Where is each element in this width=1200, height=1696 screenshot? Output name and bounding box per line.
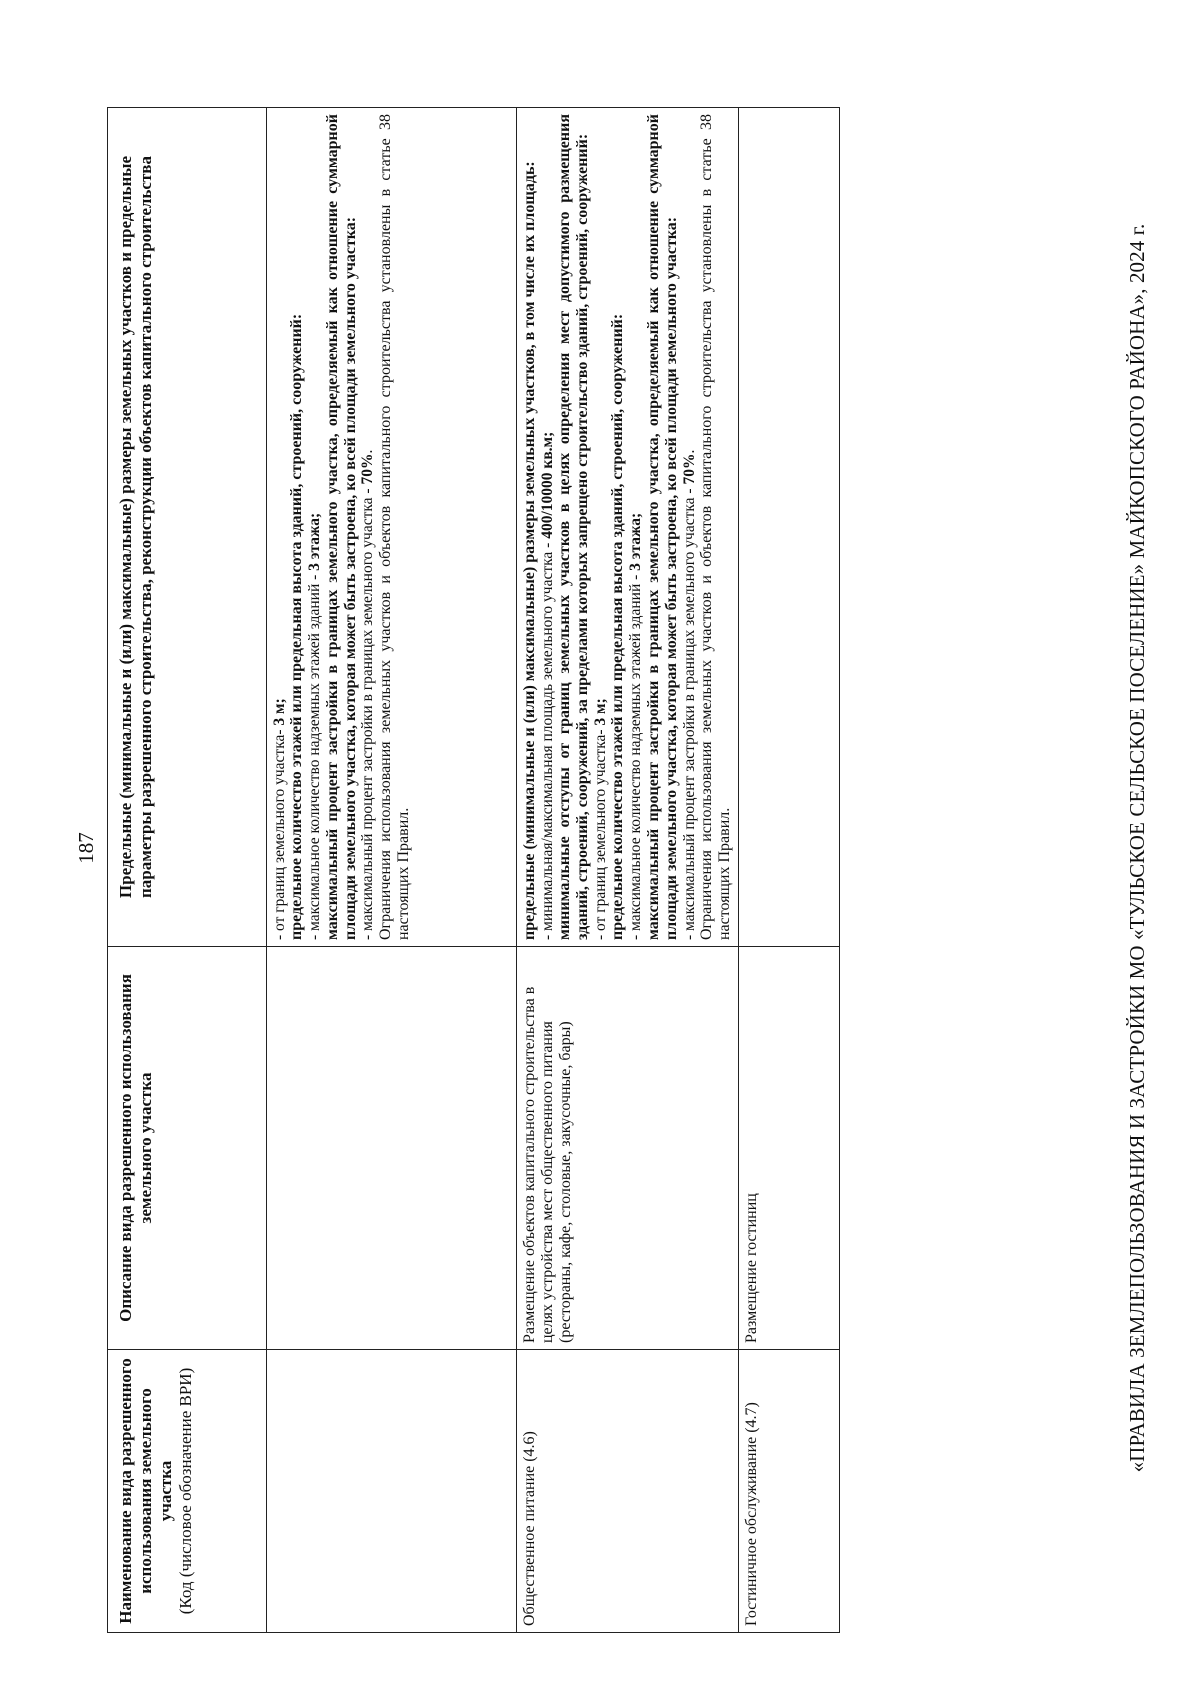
row3-description-cell <box>738 947 839 1350</box>
header-permitted-use-description <box>108 947 267 1350</box>
land-use-rules-table <box>107 107 840 1633</box>
use-name-public-catering: Общественное питание (4.6) <box>521 1431 538 1626</box>
row1-description-cell <box>267 947 517 1350</box>
coverage-heading: максимальный процент застройки в границах земельного участка, определяемый как отношение суммарной площади земельного участка, которая может быть застроена, ко всей площади земельного участка: <box>323 114 359 940</box>
row2-use-name-cell <box>517 1350 739 1633</box>
floors-heading: предельное количество этажей или предельная высота зданий, строений, сооружений: <box>609 313 627 940</box>
document-footer: «ПРАВИЛА ЗЕМЛЕПОЛЬЗОВАНИЯ И ЗАСТРОЙКИ МО «ТУЛЬСКОЕ СЕЛЬСКОЕ ПОСЕЛЕНИЕ» МАЙКОПСКОГО РАЙОНА», 2024 г. <box>1125 223 1149 1473</box>
restrictions-note: Ограничения использования земельных участков и объектов капитального строительства установлены в статье 38 настоящих Правил. <box>697 114 733 940</box>
floors-line: - максимальное количество надземных этажей зданий - 3 этажа; <box>306 512 324 940</box>
plot-area-line: - минимальная/максимальная площадь земельного участка - 400/10000 кв.м; <box>538 431 556 940</box>
row3-use-name-cell <box>738 1350 839 1633</box>
header-col3-text: Предельные (минимальные и (или) максимальные) размеры земельных участков и предельные параметры разрешенного строительства, реконструкции объектов капитального строительства <box>116 155 156 899</box>
table-header-row <box>108 108 267 1633</box>
header-permitted-use-name <box>108 1350 267 1633</box>
setback-line: - от границ земельного участка- 3 м; <box>271 698 288 940</box>
coverage-line: - максимальный процент застройки в границах земельного участка - 70%. <box>680 449 698 940</box>
floors-heading: предельное количество этажей или предельная высота зданий, строений, сооружений: <box>288 313 306 940</box>
setbacks-heading: минимальные отступы от границ земельных участков в целях определения мест допустимого размещения зданий, строений, сооружений, за пределами которых запрещено строительство зданий, строений, сооружений: <box>556 114 592 940</box>
row1-parameters-cell <box>267 108 517 947</box>
header-col2-text: Описание вида разрешенного использования земельного участка <box>116 974 156 1322</box>
header-col1-code: (Код (числовое обозначение ВРИ) <box>176 1367 196 1615</box>
row1-use-name-cell <box>267 1350 517 1633</box>
header-limit-parameters <box>108 108 267 947</box>
table-row <box>267 108 517 1633</box>
row2-parameters-cell <box>517 108 739 947</box>
coverage-heading: максимальный процент застройки в границах земельного участка, определяемый как отношение суммарной площади земельного участка, которая может быть застроена, ко всей площади земельного участка: <box>644 114 680 940</box>
restrictions-note: Ограничения использования земельных участков и объектов капитального строительства установлены в статье 38 настоящих Правил. <box>376 114 412 940</box>
description-hotel-service: Размещение гостиниц <box>742 1193 760 1343</box>
use-name-hotel-service: Гостиничное обслуживание (4.7) <box>742 1402 760 1626</box>
table-row <box>738 108 839 1633</box>
row2-description-cell <box>517 947 739 1350</box>
description-public-catering: Размещение объектов капитального строительства в целях устройства мест общественного питания (рестораны, кафе, столовые, закусочные, бары) <box>521 986 574 1343</box>
coverage-line: - максимальный процент застройки в границах земельного участка - 70%. <box>359 449 377 940</box>
table-row <box>517 108 739 1633</box>
floors-line: - максимальное количество надземных этажей зданий - 3 этажа; <box>627 512 645 940</box>
plot-size-heading: предельные (минимальные и (или) максимальные) размеры земельных участков, в том числе их площадь: <box>521 161 538 940</box>
header-col1-bold: Наименование вида разрешенного использования земельного участка <box>116 1358 176 1624</box>
row3-parameters-cell <box>738 108 839 947</box>
setback-line: - от границ земельного участка- 3 м; <box>592 698 610 940</box>
page-number: 187 <box>74 832 98 864</box>
